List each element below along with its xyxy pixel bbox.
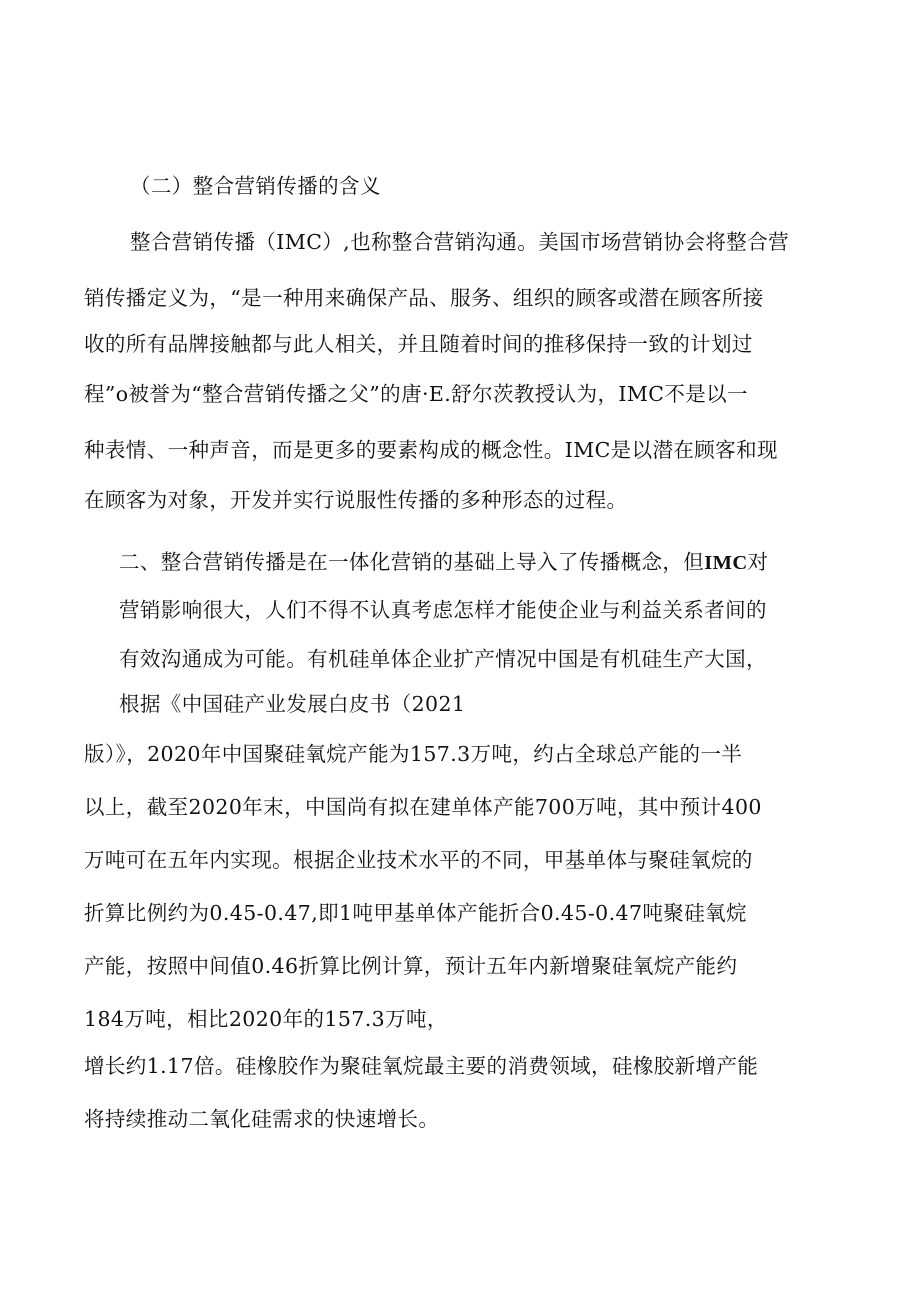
paragraph-2-line-1-text: 二、整合营销传播是在一体化营销的基础上导入了传播概念，但	[119, 550, 705, 574]
paragraph-2-line-1	[119, 548, 768, 577]
paragraph-3-line-1: 版）》，2020年中国聚硅氧烷产能为157.3万吨，约占全球总产能的一半	[84, 742, 743, 766]
imc-bold-text: IMC	[704, 552, 748, 574]
paragraph-1-line-5: 种表情、一种声音，而是更多的要素构成的概念性。IMC是以潜在顾客和现	[84, 438, 778, 462]
paragraph-3-line-4: 折算比例约为0.45-0.47,即1吨甲基单体产能折合0.45-0.47吨聚硅氧烷	[84, 901, 747, 925]
paragraph-2-line-4: 根据《中国硅产业发展白皮书（2021	[119, 692, 466, 716]
paragraph-1-line-2: 销传播定义为，“是一种用来确保产品、服务、组织的顾客或潜在顾客所接	[84, 286, 764, 310]
paragraph-3-line-3: 万吨可在五年内实现。根据企业技术水平的不同，甲基单体与聚硅氧烷的	[84, 848, 753, 872]
paragraph-4-line-1: 增长约1.17倍。硅橡胶作为聚硅氧烷最主要的消费领域，硅橡胶新增产能	[84, 1054, 759, 1078]
paragraph-2-line-3: 有效沟通成为可能。有机硅单体企业扩产情况中国是有机硅生产大国，	[119, 647, 767, 671]
paragraph-1-line-4: 程”o被誉为“整合营销传播之父”的唐·E.舒尔茨教授认为，IMC不是以一	[84, 382, 748, 406]
paragraph-1-line-1: 整合营销传播（IMC）,也称整合营销沟通。美国市场营销协会将整合营	[130, 230, 789, 254]
section-heading: （二）整合营销传播的含义	[130, 174, 381, 198]
paragraph-2-line-1-end: 对	[747, 550, 769, 574]
paragraph-4-line-2: 将持续推动二氧化硅需求的快速增长。	[84, 1107, 440, 1131]
paragraph-1-line-6: 在顾客为对象，开发并实行说服性传播的多种形态的过程。	[84, 488, 628, 512]
paragraph-1-line-3: 收的所有品牌接触都与此人相关，并且随着时间的推移保持一致的计划过	[84, 332, 753, 356]
paragraph-3-line-2: 以上，截至2020年末，中国尚有拟在建单体产能700万吨，其中预计400	[84, 795, 762, 819]
paragraph-2-line-2: 营销影响很大，人们不得不认真考虑怎样才能使企业与利益关系者间的	[119, 598, 767, 622]
paragraph-3-line-6: 184万吨，相比2020年的157.3万吨，	[84, 1007, 448, 1031]
paragraph-3-line-5: 产能，按照中间值0.46折算比例计算，预计五年内新增聚硅氧烷产能约	[84, 954, 738, 978]
